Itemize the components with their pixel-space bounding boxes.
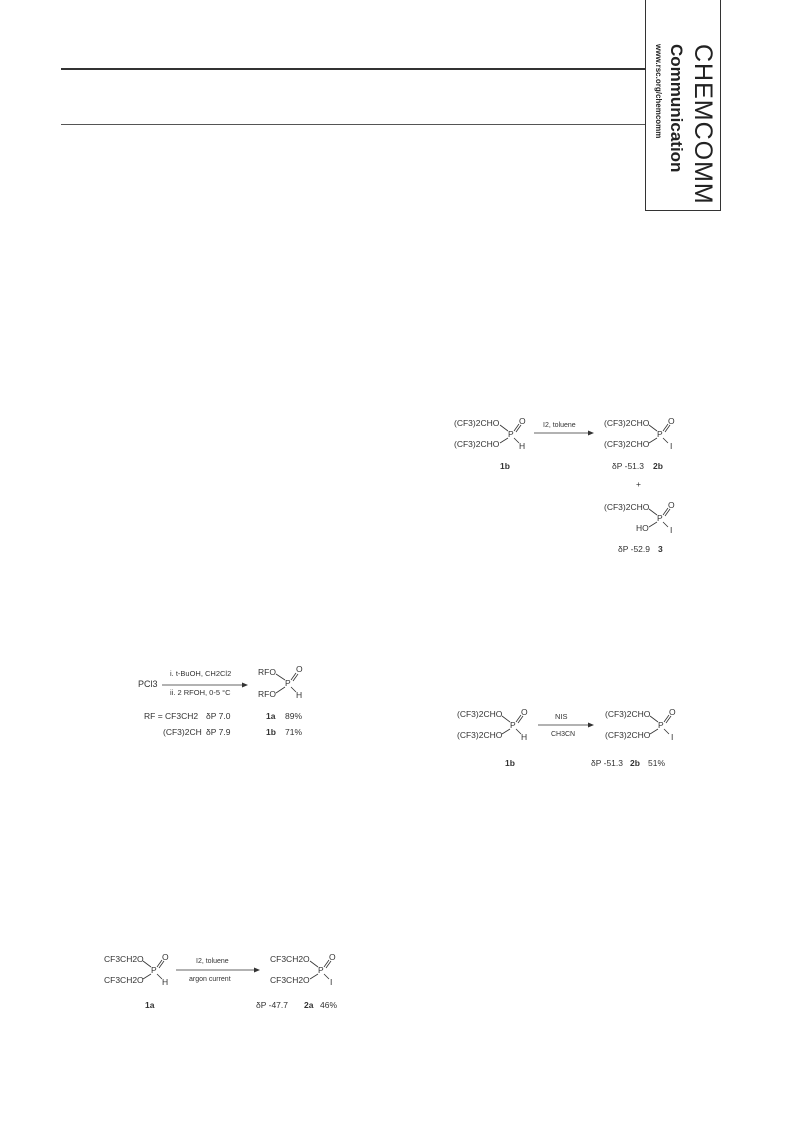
scheme-1 [130, 660, 330, 750]
reagent-pcl3: PCl3 [138, 679, 158, 689]
row1-id: 1a [266, 711, 276, 721]
prod-atom-o: O [329, 952, 336, 962]
scheme-2 [100, 948, 360, 1018]
row1-label: RF = CF3CH2 [144, 711, 199, 721]
sm-bottom: (CF3)2CHO [454, 439, 500, 449]
prod-top: (CF3)2CHO [605, 709, 651, 719]
prod2-shift: δP -52.9 [618, 544, 650, 554]
atom-o: O [296, 664, 303, 674]
sm-atom-h: H [519, 441, 526, 451]
sm-top: (CF3)2CHO [454, 418, 500, 428]
sm-top: (CF3)2CHO [457, 709, 503, 719]
prod-atom-o: O [669, 707, 676, 717]
plus-sign: + [636, 479, 641, 489]
atom-p: P [285, 678, 291, 688]
arrow-top: I2, toluene [543, 422, 576, 429]
prod-id: 2a [304, 1000, 314, 1010]
prod-shift: δP -47.7 [256, 1000, 288, 1010]
sm-atom-h: H [162, 977, 169, 987]
row2-label: (CF3)2CH [163, 727, 202, 737]
prod-atom-p: P [658, 720, 664, 730]
prod-shift: δP -51.3 [591, 758, 623, 768]
sm-atom-o: O [519, 416, 526, 426]
header-rule-top [61, 68, 645, 70]
row2-shift: δP 7.9 [206, 727, 231, 737]
prod1-atom-o: O [668, 416, 675, 426]
row2-yield: 71% [285, 727, 303, 737]
prod-atom-i: I [330, 977, 333, 987]
sm-atom-p: P [151, 965, 157, 975]
prod2-bottom: HO [636, 523, 649, 533]
product-ro-top: RFO [258, 667, 276, 677]
sm-id: 1b [505, 758, 515, 768]
sm-atom-o: O [162, 952, 169, 962]
prod2-atom-i: I [670, 525, 673, 535]
prod-yield: 46% [320, 1000, 338, 1010]
sm-atom-h: H [521, 732, 528, 742]
sm-bottom: CF3CH2O [104, 975, 144, 985]
sm-atom-p: P [508, 429, 514, 439]
product-ro-bottom: RFO [258, 689, 276, 699]
arrow-bottom: CH3CN [551, 731, 576, 738]
atom-h: H [296, 690, 303, 700]
prod2-top: (CF3)2CHO [604, 502, 650, 512]
prod1-top: (CF3)2CHO [604, 418, 650, 428]
row1-yield: 89% [285, 711, 303, 721]
prod-top: CF3CH2O [270, 954, 310, 964]
prod1-bottom: (CF3)2CHO [604, 439, 650, 449]
arrow-bottom: argon current [189, 976, 231, 983]
row1-shift: δP 7.0 [206, 711, 231, 721]
prod-bottom: (CF3)2CHO [605, 730, 651, 740]
step-i-label: i. t-BuOH, CH2Cl2 [170, 669, 232, 678]
row2-id: 1b [266, 727, 276, 737]
prod2-atom-p: P [657, 513, 663, 523]
journal-url[interactable]: www.rsc.org/chemcomm [654, 44, 663, 139]
sm-id: 1b [500, 461, 510, 471]
arrow-top: NIS [555, 712, 568, 721]
prod1-atom-i: I [670, 441, 673, 451]
step-ii-label: ii. 2 RFOH, 0-5 °C [170, 688, 231, 697]
sm-atom-p: P [510, 720, 516, 730]
header-rule-bottom [61, 124, 645, 125]
scheme-3 [452, 412, 712, 562]
scheme-4 [456, 703, 716, 773]
prod-bottom: CF3CH2O [270, 975, 310, 985]
arrow-top: I2, toluene [196, 958, 229, 965]
prod1-shift: δP -51.3 [612, 461, 644, 471]
journal-brand: CHEMCOMM [689, 44, 717, 205]
prod-atom-i: I [671, 732, 674, 742]
sm-id: 1a [145, 1000, 155, 1010]
prod-yield: 51% [648, 758, 666, 768]
prod1-atom-p: P [657, 429, 663, 439]
prod-id: 2b [630, 758, 640, 768]
sm-bottom: (CF3)2CHO [457, 730, 503, 740]
prod2-id: 3 [658, 544, 663, 554]
prod-atom-p: P [318, 965, 324, 975]
sm-atom-o: O [521, 707, 528, 717]
scheme-3-graphics [452, 412, 712, 562]
sm-top: CF3CH2O [104, 954, 144, 964]
article-type: Communication [667, 44, 686, 173]
prod1-id: 2b [653, 461, 663, 471]
prod2-atom-o: O [668, 500, 675, 510]
